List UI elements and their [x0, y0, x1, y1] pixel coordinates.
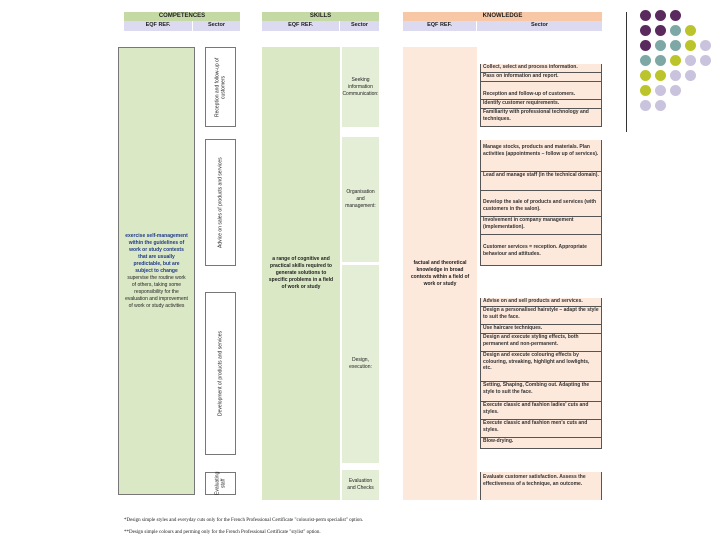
dot-olive [670, 55, 681, 66]
dot-teal [655, 55, 666, 66]
competence-sector-evaluating: Evaluating staff [205, 472, 236, 495]
dot-olive [640, 85, 651, 96]
knowledge-item: Involvement in company management (implementation). [481, 217, 601, 235]
dot-purple [655, 25, 666, 36]
dot-teal [670, 25, 681, 36]
dot-teal [640, 55, 651, 66]
knowledge-item: Execute classic and fashion ladies' cuts and styles. [481, 402, 601, 420]
knowledge-item: Evaluate customer satisfaction. Assess the effectiveness of a technique, an outcome. [483, 474, 586, 487]
dot-lavender [700, 55, 711, 66]
knowledge-item: Setting, Shaping, Combing out. Adapting the style to suit the face. [481, 382, 601, 402]
knowledge-eqf-cell [403, 47, 477, 500]
skills-eqf-ref: EQF REF. [262, 21, 339, 31]
dot-purple [640, 10, 651, 21]
competence-sector-advice: Advice on sales of products and services [205, 139, 236, 266]
knowledge-eqf-ref: EQF REF. [403, 21, 476, 31]
decorative-dot-grid [640, 10, 718, 130]
competence-sector-reception: Reception and follow-up of customers [205, 47, 236, 127]
dot-purple [655, 10, 666, 21]
dot-olive [640, 70, 651, 81]
knowledge-item: Advise on and sell products and services. [481, 298, 601, 307]
dot-lavender [655, 100, 666, 111]
competences-eqf-ref: EQF REF. [124, 21, 192, 31]
knowledge-sector-header: Sector [477, 21, 602, 31]
dot-lavender [670, 85, 681, 96]
knowledge-group-evaluation [480, 472, 602, 500]
knowledge-group-development [480, 298, 602, 449]
dot-purple [640, 40, 651, 51]
dot-purple [640, 25, 651, 36]
dot-lavender [685, 70, 696, 81]
dot-olive [685, 25, 696, 36]
competences-eqf-text: supervise the routine work of others, taking some responsibility for the evaluation and improvement of work or study activities [125, 274, 188, 309]
knowledge-item: Customer services = reception. Appropriate behaviour and attitudes. [481, 244, 601, 266]
dot-teal [655, 40, 666, 51]
decorative-divider-line [626, 12, 627, 132]
competences-header: COMPETENCES [124, 12, 240, 21]
knowledge-item: Develop the sale of products and services (with customers in the salon). [481, 199, 601, 217]
knowledge-item: Reception and follow-up of customers. [481, 91, 601, 100]
knowledge-item: Familiarity with professional technology and techniques. [481, 109, 601, 127]
knowledge-item: Execute classic and fashion men's cuts and styles. [481, 420, 601, 438]
skill-sector-evaluation: Evaluation and Checks [342, 470, 379, 500]
competences-eqf-bold-text: exercise self-management within the guidelines of work or study contexts that are usually predictable, but are subject to change [125, 232, 188, 274]
knowledge-item: Lead and manage staff (in the technical domain). [481, 172, 601, 191]
knowledge-item: Pass on information and report. [481, 73, 601, 82]
skill-sector-organisation: Organisation and management: [342, 137, 379, 262]
dot-teal [670, 40, 681, 51]
competence-sector-development: Development of products and services [205, 292, 236, 455]
knowledge-item: Design a personalised hairstyle – adapt the style to suit the face. [481, 307, 601, 325]
competences-sector-header: Sector [193, 21, 240, 31]
dot-purple [670, 10, 681, 21]
dot-lavender [670, 70, 681, 81]
footnote-2: **Design simple colours and perming only for the French Professional Certificate "stylist" option. [124, 530, 321, 535]
dot-lavender [700, 40, 711, 51]
knowledge-item: Collect, select and process information. [481, 64, 601, 73]
dot-lavender [640, 100, 651, 111]
knowledge-header: KNOWLEDGE [403, 12, 602, 21]
knowledge-item: Blow-drying. [481, 438, 601, 449]
dot-lavender [685, 55, 696, 66]
knowledge-item: Use haircare techniques. [481, 325, 601, 334]
dot-olive [655, 70, 666, 81]
skills-sector-header: Sector [340, 21, 379, 31]
skill-sector-seeking-info: Seeking information Communication: [342, 47, 379, 127]
knowledge-group-reception [480, 64, 602, 127]
knowledge-item: Identify customer requirements. [481, 100, 601, 109]
footnote-1: *Design simple styles and everyday cuts only for the French Professional Certificate "colourist-perm specialist" option. [124, 518, 364, 523]
knowledge-item: Design and execute colouring effects by colouring, streaking, highlight and lowlights, etc. [481, 352, 601, 382]
knowledge-item: Design and execute styling effects, both permanent and non-permanent. [481, 334, 601, 352]
skills-eqf-text: a range of cognitive and practical skills required to generate solutions to specific problems in a field of work or study [268, 256, 334, 290]
dot-lavender [655, 85, 666, 96]
knowledge-eqf-text: factual and theoretical knowledge in broad contexts within a field of work or study [410, 259, 470, 287]
competences-eqf-cell [118, 47, 195, 495]
dot-olive [685, 40, 696, 51]
knowledge-group-advice [480, 140, 602, 266]
skill-sector-design: Design, execution: [342, 265, 379, 463]
skills-header: SKILLS [262, 12, 379, 21]
knowledge-item: Manage stocks, products and materials. Plan activities (appointments – follow up of services). [481, 140, 601, 172]
skills-eqf-cell [262, 47, 340, 500]
